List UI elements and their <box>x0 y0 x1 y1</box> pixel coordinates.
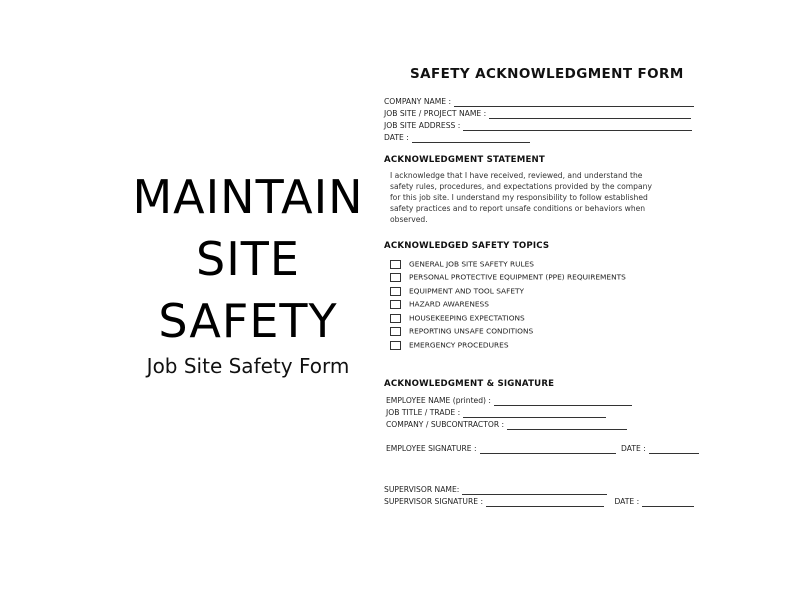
topic-label: REPORTING UNSAFE CONDITIONS <box>409 326 534 336</box>
topic-checkbox-item[interactable] <box>390 271 626 282</box>
checkbox[interactable] <box>390 327 401 336</box>
checkbox[interactable] <box>390 341 401 350</box>
job-site-address-line <box>463 122 692 131</box>
employee-name-line <box>494 397 632 406</box>
employee-signature-label: EMPLOYEE SIGNATURE : <box>386 444 477 453</box>
promo-heading-block <box>100 166 396 380</box>
topic-label: GENERAL JOB SITE SAFETY RULES <box>409 259 534 269</box>
job-site-name-label: JOB SITE / PROJECT NAME : <box>384 109 487 118</box>
topic-label: EQUIPMENT AND TOOL SAFETY <box>409 286 525 296</box>
company-name-field[interactable] <box>384 97 694 107</box>
promo-line-safety: SAFETY <box>158 294 338 348</box>
checkbox[interactable] <box>390 300 401 309</box>
checkbox[interactable] <box>390 287 401 296</box>
checkbox[interactable] <box>390 314 401 323</box>
supervisor-name-field[interactable] <box>384 485 607 495</box>
supervisor-signature-field[interactable] <box>384 497 694 507</box>
employee-date-line <box>649 445 699 454</box>
supervisor-name-label: SUPERVISOR NAME: <box>384 485 460 494</box>
topic-checkbox-item[interactable] <box>390 298 489 309</box>
job-title-line <box>463 409 606 418</box>
job-site-address-label: JOB SITE ADDRESS : <box>384 121 461 130</box>
signature-heading: ACKNOWLEDGMENT & SIGNATURE <box>384 379 555 389</box>
promo-line-maintain: MAINTAIN <box>132 170 364 224</box>
company-subcontractor-line <box>507 421 627 430</box>
date-field[interactable] <box>384 133 530 143</box>
job-site-address-field[interactable] <box>384 121 692 131</box>
checkbox[interactable] <box>390 260 401 269</box>
date-label: DATE : <box>384 133 409 142</box>
topic-label: EMERGENCY PROCEDURES <box>409 340 509 350</box>
statement-heading: ACKNOWLEDGMENT STATEMENT <box>384 155 545 165</box>
employee-name-label: EMPLOYEE NAME (printed) : <box>386 396 491 405</box>
employee-date-label: DATE : <box>621 444 646 453</box>
job-site-name-line <box>489 110 691 119</box>
topic-checkbox-item[interactable] <box>390 285 524 296</box>
supervisor-signature-label: SUPERVISOR SIGNATURE : <box>384 497 484 506</box>
job-title-field[interactable] <box>386 408 606 418</box>
topic-label: HOUSEKEEPING EXPECTATIONS <box>409 313 525 323</box>
employee-name-field[interactable] <box>386 396 632 406</box>
topic-label: PERSONAL PROTECTIVE EQUIPMENT (PPE) REQUIREMENTS <box>409 272 626 282</box>
checkbox[interactable] <box>390 273 401 282</box>
employee-signature-field[interactable] <box>386 444 699 454</box>
company-subcontractor-label: COMPANY / SUBCONTRACTOR : <box>386 420 505 429</box>
topics-heading: ACKNOWLEDGED SAFETY TOPICS <box>384 241 550 251</box>
company-name-label: COMPANY NAME : <box>384 97 452 106</box>
form-title: SAFETY ACKNOWLEDGMENT FORM <box>410 66 684 82</box>
employee-signature-line <box>480 445 616 454</box>
supervisor-signature-line <box>486 498 604 507</box>
topic-label: HAZARD AWARENESS <box>409 299 489 309</box>
promo-line-site: SITE <box>196 232 300 286</box>
supervisor-name-line <box>462 486 607 495</box>
company-name-line <box>454 98 694 107</box>
topic-checkbox-item[interactable] <box>390 339 509 350</box>
promo-subtitle: Job Site Safety Form <box>146 354 350 378</box>
topic-checkbox-item[interactable] <box>390 258 534 269</box>
job-title-label: JOB TITLE / TRADE : <box>386 408 461 417</box>
company-subcontractor-field[interactable] <box>386 420 627 430</box>
date-line <box>412 134 530 143</box>
topic-checkbox-item[interactable] <box>390 325 533 336</box>
topic-checkbox-item[interactable] <box>390 312 525 323</box>
supervisor-date-label: DATE : <box>614 497 640 506</box>
supervisor-date-line <box>642 498 694 507</box>
statement-text: I acknowledge that I have received, reviewed, and understand the safety rules, procedures, and expectations provided by the company for this job site. I understand my responsibility to follow established safety practices and to report unsafe conditions or behaviors when observed. <box>390 171 652 224</box>
job-site-name-field[interactable] <box>384 109 691 119</box>
